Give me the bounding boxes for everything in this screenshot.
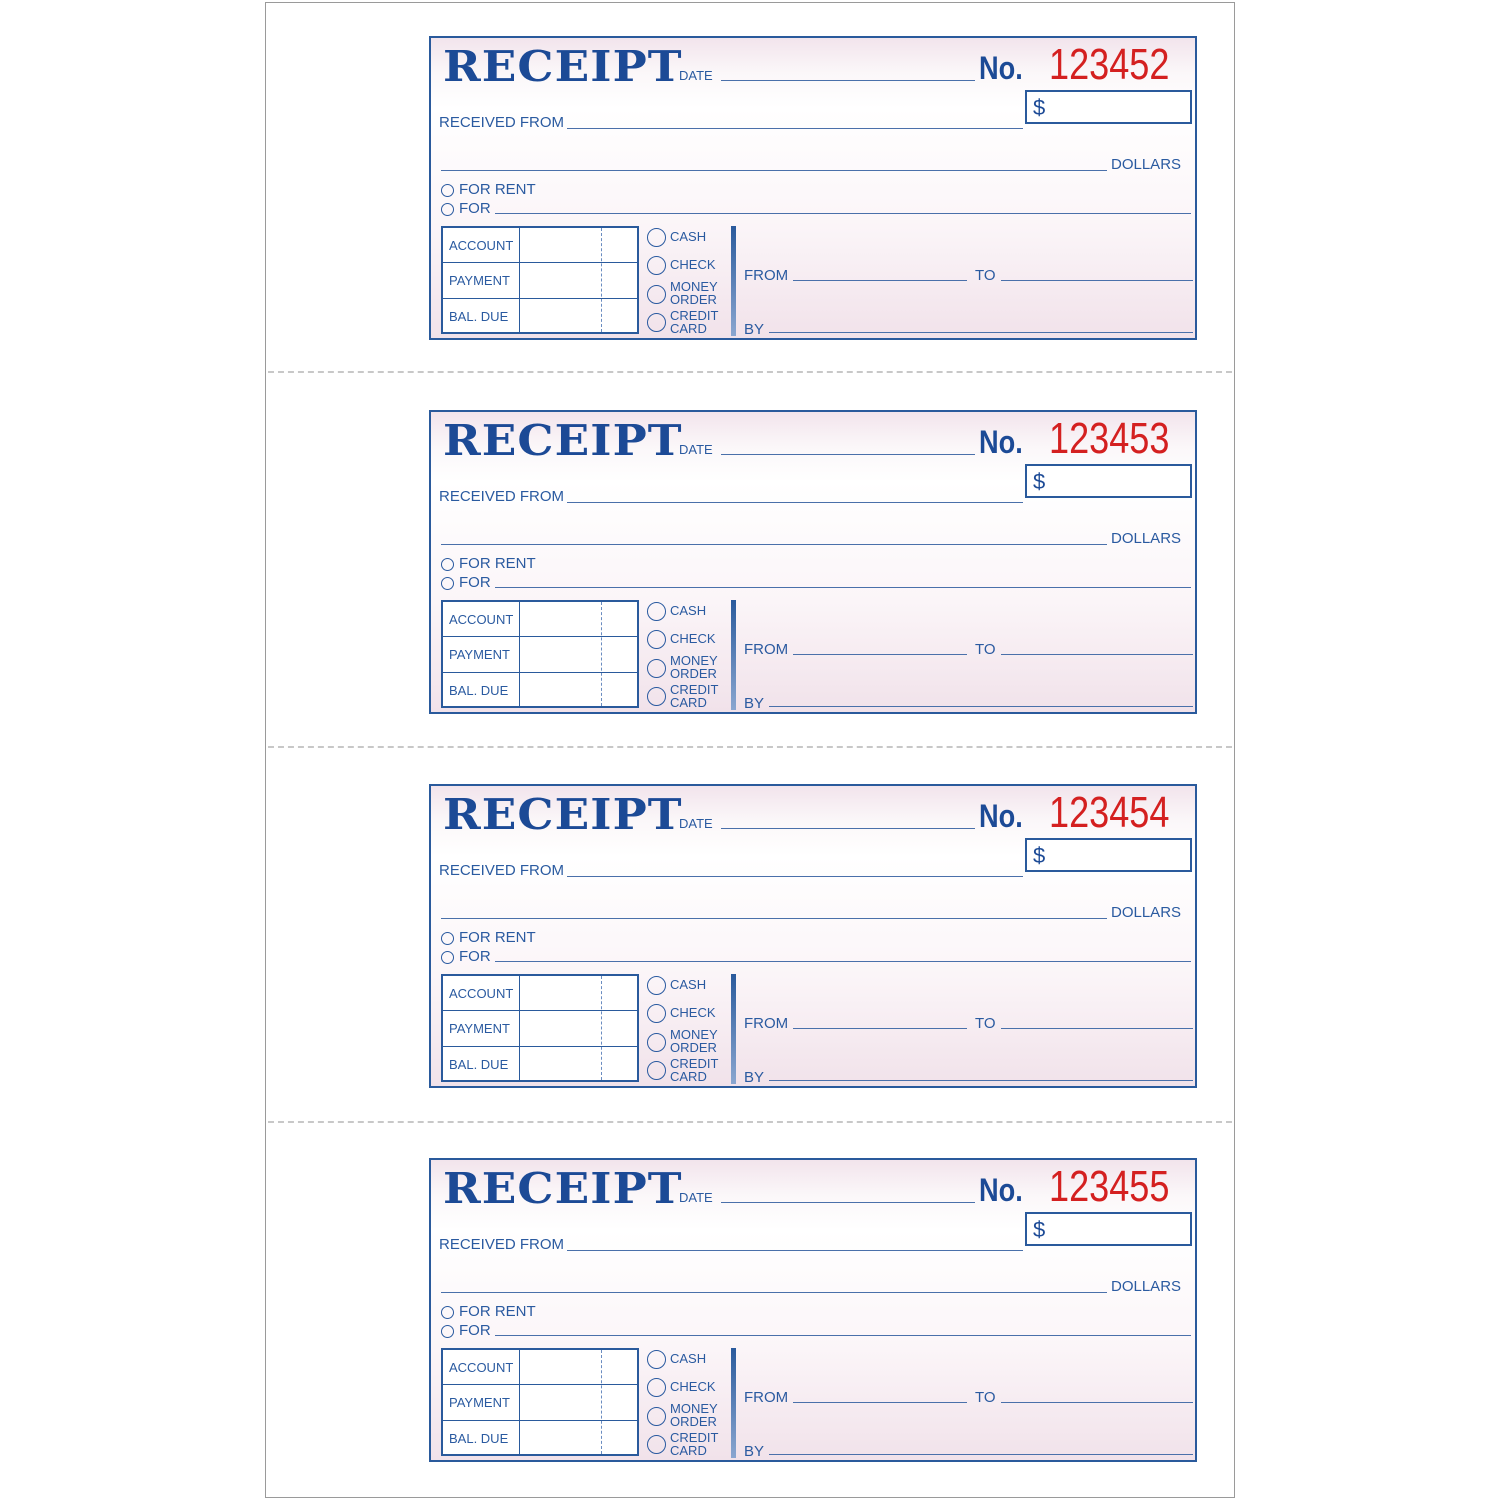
received-from-label: RECEIVED FROM bbox=[439, 488, 565, 505]
bal-due-label: BAL. DUE bbox=[449, 309, 509, 324]
check-radio[interactable] bbox=[647, 1378, 666, 1397]
account-table bbox=[441, 600, 639, 708]
section-divider-bar bbox=[731, 974, 736, 1084]
money-order-radio[interactable] bbox=[647, 659, 666, 678]
credit-card-label-line1: CREDIT bbox=[670, 682, 719, 697]
credit-card-label bbox=[670, 1057, 718, 1083]
credit-card-radio[interactable] bbox=[647, 313, 666, 332]
from-label: FROM bbox=[744, 1389, 789, 1406]
receipt-form bbox=[429, 36, 1197, 340]
credit-card-label bbox=[670, 1431, 718, 1457]
to-label: TO bbox=[975, 641, 996, 658]
table-row-line bbox=[443, 1046, 637, 1047]
cents-divider bbox=[601, 976, 602, 1080]
receipt-number: 123452 bbox=[1049, 40, 1170, 89]
receipt-form bbox=[429, 784, 1197, 1088]
receipt-title: RECEIPT bbox=[443, 42, 683, 91]
account-table bbox=[441, 974, 639, 1082]
for-label: FOR bbox=[459, 574, 491, 591]
account-label: ACCOUNT bbox=[449, 986, 514, 1001]
date-label: DATE bbox=[679, 68, 713, 83]
number-label: No. bbox=[979, 50, 1023, 86]
received-from-label: RECEIVED FROM bbox=[439, 862, 565, 879]
for-label: FOR bbox=[459, 200, 491, 217]
for-field[interactable] bbox=[495, 961, 1191, 962]
from-field[interactable] bbox=[793, 1028, 967, 1029]
date-label: DATE bbox=[679, 816, 713, 831]
credit-card-radio[interactable] bbox=[647, 687, 666, 706]
check-label: CHECK bbox=[670, 257, 716, 272]
for-rent-radio[interactable] bbox=[441, 932, 454, 945]
amount-words-field[interactable] bbox=[441, 544, 1107, 545]
to-field[interactable] bbox=[1001, 280, 1193, 281]
dollar-sign: $ bbox=[1033, 469, 1046, 494]
table-row-line bbox=[443, 1420, 637, 1421]
by-field[interactable] bbox=[769, 332, 1193, 333]
credit-card-label-line2: CARD bbox=[670, 1443, 707, 1458]
credit-card-radio[interactable] bbox=[647, 1061, 666, 1080]
money-order-label-line2: ORDER bbox=[670, 666, 717, 681]
number-label: No. bbox=[979, 424, 1023, 460]
credit-card-label-line2: CARD bbox=[670, 1069, 707, 1084]
money-order-label-line2: ORDER bbox=[670, 1040, 717, 1055]
date-field[interactable] bbox=[721, 828, 975, 829]
account-label: ACCOUNT bbox=[449, 612, 514, 627]
to-label: TO bbox=[975, 1015, 996, 1032]
account-table-divider bbox=[519, 976, 520, 1080]
check-label: CHECK bbox=[670, 1379, 716, 1394]
receipt-form bbox=[429, 1158, 1197, 1462]
amount-field[interactable] bbox=[1025, 1212, 1192, 1246]
account-label: ACCOUNT bbox=[449, 1360, 514, 1375]
money-order-radio[interactable] bbox=[647, 285, 666, 304]
cents-divider bbox=[601, 602, 602, 706]
credit-card-label-line2: CARD bbox=[670, 321, 707, 336]
to-label: TO bbox=[975, 267, 996, 284]
amount-words-field[interactable] bbox=[441, 1292, 1107, 1293]
cash-label: CASH bbox=[670, 603, 707, 618]
account-label: ACCOUNT bbox=[449, 238, 514, 253]
money-order-label-line1: MONEY bbox=[670, 1027, 718, 1042]
cash-radio[interactable] bbox=[647, 1350, 666, 1369]
table-row-line bbox=[443, 636, 637, 637]
credit-card-label bbox=[670, 309, 718, 335]
money-order-label-line1: MONEY bbox=[670, 653, 718, 668]
for-field[interactable] bbox=[495, 1335, 1191, 1336]
receipt-title: RECEIPT bbox=[443, 416, 683, 465]
from-label: FROM bbox=[744, 1015, 789, 1032]
dollars-label: DOLLARS bbox=[1111, 156, 1182, 173]
cash-radio[interactable] bbox=[647, 976, 666, 995]
credit-card-label-line1: CREDIT bbox=[670, 1430, 719, 1445]
account-table bbox=[441, 1348, 639, 1456]
for-rent-label: FOR RENT bbox=[459, 555, 536, 572]
money-order-radio[interactable] bbox=[647, 1407, 666, 1426]
table-row-line bbox=[443, 1010, 637, 1011]
amount-words-field[interactable] bbox=[441, 170, 1107, 171]
receipt-number: 123453 bbox=[1049, 414, 1170, 463]
received-from-label: RECEIVED FROM bbox=[439, 1236, 565, 1253]
cash-label: CASH bbox=[670, 977, 707, 992]
cash-label: CASH bbox=[670, 1351, 707, 1366]
check-radio[interactable] bbox=[647, 630, 666, 649]
section-divider-bar bbox=[731, 600, 736, 710]
credit-card-label-line2: CARD bbox=[670, 695, 707, 710]
from-field[interactable] bbox=[793, 654, 967, 655]
check-label: CHECK bbox=[670, 1005, 716, 1020]
account-table-divider bbox=[519, 602, 520, 706]
for-radio[interactable] bbox=[441, 951, 454, 964]
dollar-sign: $ bbox=[1033, 1217, 1046, 1242]
money-order-label-line2: ORDER bbox=[670, 292, 717, 307]
dollars-label: DOLLARS bbox=[1111, 1278, 1182, 1295]
dollar-sign: $ bbox=[1033, 843, 1046, 868]
account-table-divider bbox=[519, 228, 520, 332]
table-row-line bbox=[443, 298, 637, 299]
bal-due-label: BAL. DUE bbox=[449, 1431, 509, 1446]
credit-card-label-line1: CREDIT bbox=[670, 308, 719, 323]
received-from-field[interactable] bbox=[567, 1250, 1023, 1251]
account-table bbox=[441, 226, 639, 334]
dollars-label: DOLLARS bbox=[1111, 904, 1182, 921]
amount-field[interactable] bbox=[1025, 838, 1192, 872]
for-rent-label: FOR RENT bbox=[459, 181, 536, 198]
payment-label: PAYMENT bbox=[449, 647, 510, 662]
section-divider-bar bbox=[731, 1348, 736, 1458]
payment-label: PAYMENT bbox=[449, 1021, 510, 1036]
date-field[interactable] bbox=[721, 454, 975, 455]
for-radio[interactable] bbox=[441, 1325, 454, 1338]
table-row-line bbox=[443, 262, 637, 263]
cents-divider bbox=[601, 228, 602, 332]
check-radio[interactable] bbox=[647, 1004, 666, 1023]
date-label: DATE bbox=[679, 1190, 713, 1205]
to-field[interactable] bbox=[1001, 654, 1193, 655]
check-label: CHECK bbox=[670, 631, 716, 646]
for-label: FOR bbox=[459, 948, 491, 965]
check-radio[interactable] bbox=[647, 256, 666, 275]
received-from-field[interactable] bbox=[567, 128, 1023, 129]
money-order-label bbox=[670, 1402, 718, 1428]
money-order-label bbox=[670, 1028, 718, 1054]
to-field[interactable] bbox=[1001, 1028, 1193, 1029]
cents-divider bbox=[601, 1350, 602, 1454]
by-label: BY bbox=[744, 321, 765, 338]
money-order-radio[interactable] bbox=[647, 1033, 666, 1052]
by-label: BY bbox=[744, 1069, 765, 1086]
receipt-form bbox=[429, 410, 1197, 714]
by-label: BY bbox=[744, 1443, 765, 1460]
by-field[interactable] bbox=[769, 706, 1193, 707]
perforation-line bbox=[268, 746, 1232, 748]
received-from-field[interactable] bbox=[567, 876, 1023, 877]
number-label: No. bbox=[979, 798, 1023, 834]
received-from-field[interactable] bbox=[567, 502, 1023, 503]
money-order-label-line1: MONEY bbox=[670, 279, 718, 294]
money-order-label bbox=[670, 280, 718, 306]
account-table-divider bbox=[519, 1350, 520, 1454]
receipt-number: 123454 bbox=[1049, 788, 1170, 837]
to-field[interactable] bbox=[1001, 1402, 1193, 1403]
dollars-label: DOLLARS bbox=[1111, 530, 1182, 547]
from-field[interactable] bbox=[793, 280, 967, 281]
payment-label: PAYMENT bbox=[449, 1395, 510, 1410]
amount-field[interactable] bbox=[1025, 90, 1192, 124]
perforation-line bbox=[268, 371, 1232, 373]
for-rent-label: FOR RENT bbox=[459, 929, 536, 946]
payment-label: PAYMENT bbox=[449, 273, 510, 288]
receipt-title: RECEIPT bbox=[443, 1164, 683, 1213]
for-field[interactable] bbox=[495, 213, 1191, 214]
table-row-line bbox=[443, 1384, 637, 1385]
date-field[interactable] bbox=[721, 1202, 975, 1203]
to-label: TO bbox=[975, 1389, 996, 1406]
from-label: FROM bbox=[744, 641, 789, 658]
dollar-sign: $ bbox=[1033, 95, 1046, 120]
number-label: No. bbox=[979, 1172, 1023, 1208]
bal-due-label: BAL. DUE bbox=[449, 1057, 509, 1072]
for-label: FOR bbox=[459, 1322, 491, 1339]
receipt-title: RECEIPT bbox=[443, 790, 683, 839]
amount-field[interactable] bbox=[1025, 464, 1192, 498]
cash-radio[interactable] bbox=[647, 228, 666, 247]
date-field[interactable] bbox=[721, 80, 975, 81]
by-field[interactable] bbox=[769, 1080, 1193, 1081]
date-label: DATE bbox=[679, 442, 713, 457]
section-divider-bar bbox=[731, 226, 736, 336]
from-label: FROM bbox=[744, 267, 789, 284]
by-label: BY bbox=[744, 695, 765, 712]
credit-card-label-line1: CREDIT bbox=[670, 1056, 719, 1071]
money-order-label-line2: ORDER bbox=[670, 1414, 717, 1429]
for-rent-radio[interactable] bbox=[441, 184, 454, 197]
for-rent-radio[interactable] bbox=[441, 558, 454, 571]
for-radio[interactable] bbox=[441, 203, 454, 216]
table-row-line bbox=[443, 672, 637, 673]
perforation-line bbox=[268, 1121, 1232, 1123]
for-rent-radio[interactable] bbox=[441, 1306, 454, 1319]
credit-card-radio[interactable] bbox=[647, 1435, 666, 1454]
money-order-label bbox=[670, 654, 718, 680]
cash-radio[interactable] bbox=[647, 602, 666, 621]
bal-due-label: BAL. DUE bbox=[449, 683, 509, 698]
for-field[interactable] bbox=[495, 587, 1191, 588]
by-field[interactable] bbox=[769, 1454, 1193, 1455]
receipt-number: 123455 bbox=[1049, 1162, 1170, 1211]
received-from-label: RECEIVED FROM bbox=[439, 114, 565, 131]
credit-card-label bbox=[670, 683, 718, 709]
for-radio[interactable] bbox=[441, 577, 454, 590]
cash-label: CASH bbox=[670, 229, 707, 244]
money-order-label-line1: MONEY bbox=[670, 1401, 718, 1416]
amount-words-field[interactable] bbox=[441, 918, 1107, 919]
for-rent-label: FOR RENT bbox=[459, 1303, 536, 1320]
from-field[interactable] bbox=[793, 1402, 967, 1403]
